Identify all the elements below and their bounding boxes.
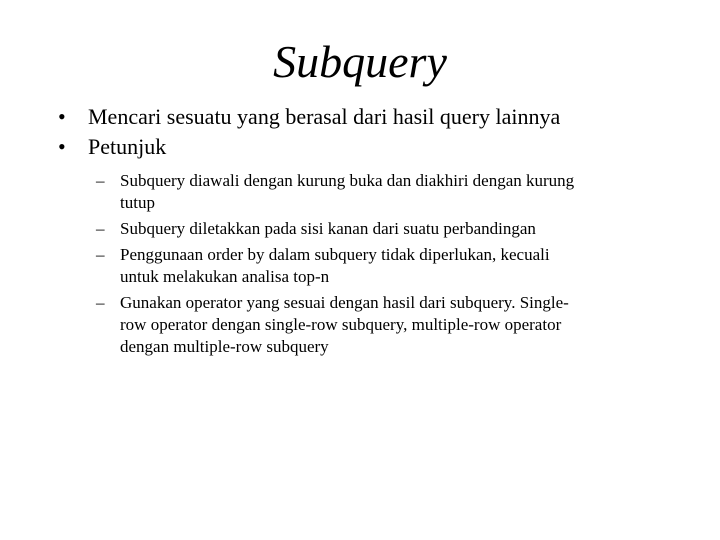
dash-icon: – [96,219,105,238]
sub-bullet-line: Subquery diletakkan pada sisi kanan dari suatu perbandingan [120,219,536,238]
bullet-text: Petunjuk [88,134,167,159]
sub-bullet-item [96,170,666,214]
bullet-list [58,102,678,162]
sub-bullet-line: tutup [120,193,155,212]
sub-bullet-item [96,244,666,288]
dash-icon: – [96,293,105,312]
bullet-dot-icon: • [58,134,66,159]
sub-bullet-line: dengan multiple-row subquery [120,337,329,356]
sub-bullet-item [96,292,666,358]
sub-bullet-list [96,170,666,362]
sub-bullet-line: Penggunaan order by dalam subquery tidak diperlukan, kecuali [120,245,550,264]
sub-bullet-line: Subquery diawali dengan kurung buka dan diakhiri dengan kurung [120,171,575,190]
dash-icon: – [96,245,105,264]
slide-title: Subquery [273,36,447,87]
bullet-item [58,102,678,132]
bullet-dot-icon: • [58,104,66,129]
sub-bullet-line: Gunakan operator yang sesuai dengan hasil dari subquery. Single- [120,293,569,312]
dash-icon: – [96,171,105,190]
sub-bullet-item [96,218,666,240]
bullet-item [58,132,678,162]
sub-bullet-line: untuk melakukan analisa top-n [120,267,330,286]
sub-bullet-line: row operator dengan single-row subquery, multiple-row operator [120,315,562,334]
bullet-text: Mencari sesuatu yang berasal dari hasil query lainnya [88,104,561,129]
